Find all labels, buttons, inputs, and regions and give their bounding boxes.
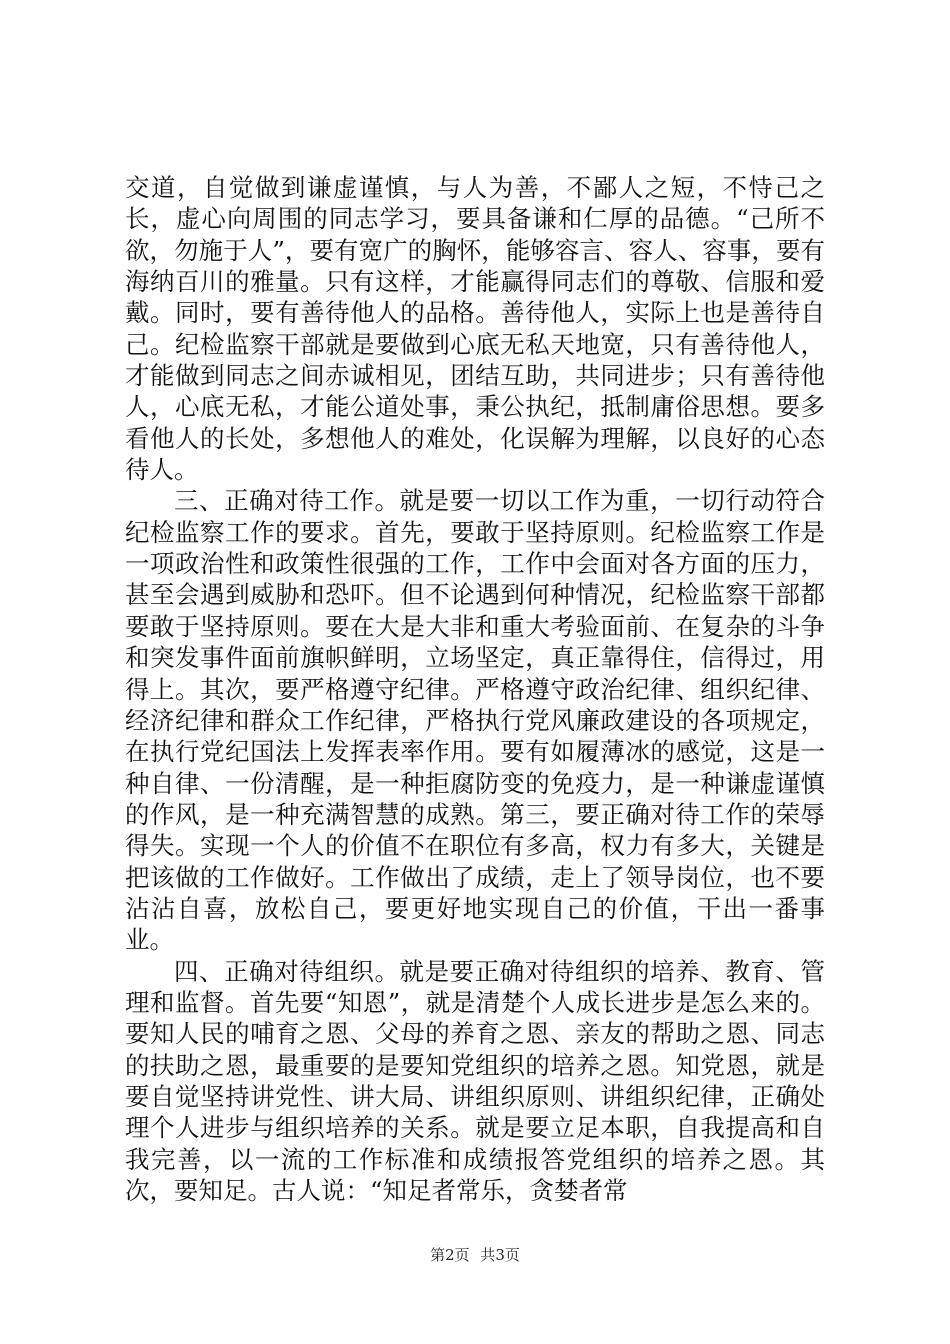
paragraph-2: 三、正确对待工作。就是要一切以工作为重，一切行动符合纪检监察工作的要求。首先，要敢于坚持原则。纪检监察工作是一项政治性和政策性很强的工作，工作中会面对各方面的压力，甚至会遇到威胁和恐吓。但不论遇到何种情况，纪检监察干部都要敢于坚持原则。要在大是大非和重大考验面前、在复杂的斗争和突发事件面前旗帜鲜明，立场坚定，真正靠得住，信得过，用得上。其次，要严格遵守纪律。严格遵守政治纪律、组织纪律、经济纪律和群众工作纪律，严格执行党风廉政建设的各项规定，在执行党纪国法上发挥表率作用。要有如履薄冰的感觉，这是一种自律、一份清醒，是一种拒腐防变的免疫力，是一种谦虚谨慎的作风，是一种充满智慧的成熟。第三，要正确对待工作的荣辱得失。实现一个人的价值不在职位有多高，权力有多大，关键是把该做的工作做好。工作做出了成绩，走上了领导岗位，也不要沾沾自喜，放松自己，要更好地实现自己的价值，干出一番事业。 xyxy=(125,486,825,955)
page-total: 共3页 xyxy=(480,1246,520,1264)
paragraph-1: 交道，自觉做到谦虚谨慎，与人为善，不鄙人之短，不恃己之长，虚心向周围的同志学习，要具备谦和仁厚的品德。“己所不欲，勿施于人”，要有宽广的胸怀，能够容言、容人、容事，要有海纳百川的雅量。只有这样，才能赢得同志们的尊敬、信服和爱戴。同时，要有善待他人的品格。善待他人，实际上也是善待自己。纪检监察干部就是要做到心底无私天地宽，只有善待他人，才能做到同志之间赤诚相见，团结互助，共同进步；只有善待他人，心底无私，才能公道处事，秉公执纪，抵制庸俗思想。要多看他人的长处，多想他人的难处，化误解为理解，以良好的心态待人。 xyxy=(125,173,825,485)
document-body xyxy=(125,172,825,1206)
page-footer xyxy=(0,1244,950,1265)
page-number: 第2页 xyxy=(430,1246,470,1264)
paragraph-3: 四、正确对待组织。就是要正确对待组织的培养、教育、管理和监督。首先要“知恩”，就是清楚个人成长进步是怎么来的。要知人民的哺育之恩、父母的养育之恩、亲友的帮助之恩、同志的扶助之恩，最重要的是要知党组织的培养之恩。知党恩，就是要自觉坚持讲党性、讲大局、讲组织原则、讲组织纪律，正确处理个人进步与组织培养的关系。就是要立足本职，自我提高和自我完善，以一流的工作标准和成绩报答党组织的培养之恩。其次，要知足。古人说：“知足者常乐，贪婪者常 xyxy=(125,956,825,1205)
